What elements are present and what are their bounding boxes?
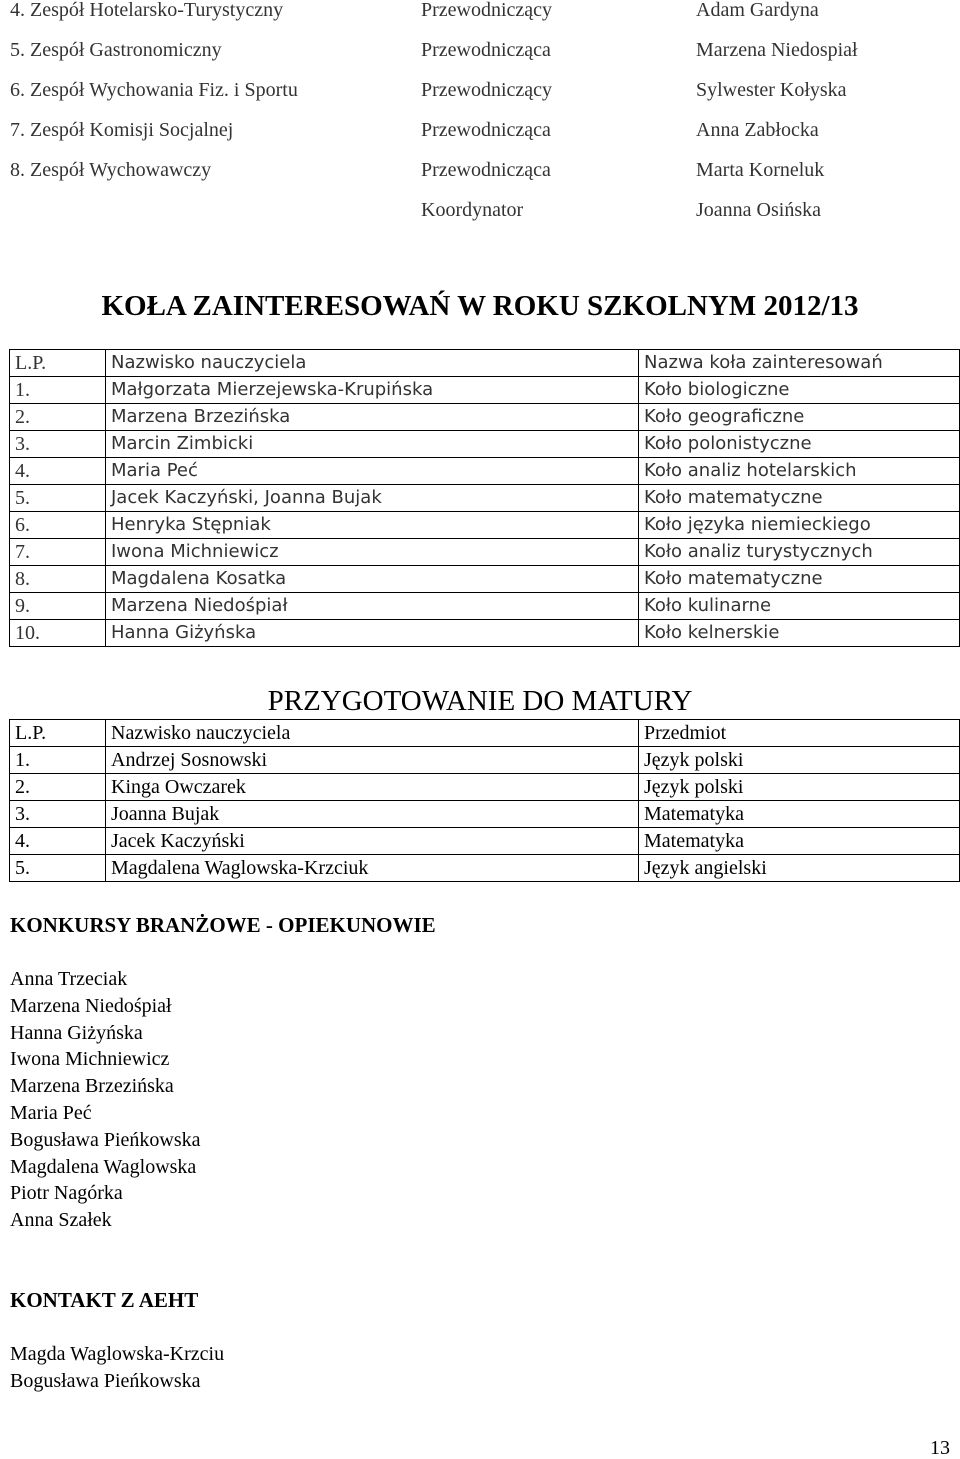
- list-item: Bogusława Pieńkowska: [10, 1369, 201, 1392]
- row-teacher: Marzena Brzezińska: [106, 404, 639, 431]
- table-header-row: [10, 350, 960, 377]
- list-item: Hanna Giżyńska: [10, 1021, 143, 1044]
- table-row: [10, 855, 960, 882]
- row-lp: 4.: [10, 828, 106, 855]
- row-teacher: Iwona Michniewicz: [106, 539, 639, 566]
- table-row: [10, 512, 960, 539]
- table-header-row: [10, 720, 960, 747]
- team-person: Joanna Osińska: [696, 199, 821, 221]
- list-item: Marzena Niedośpiał: [10, 994, 172, 1017]
- row-teacher: Marzena Niedośpiał: [106, 593, 639, 620]
- table-row: [10, 801, 960, 828]
- row-lp: 5.: [10, 485, 106, 512]
- row-lp: 4.: [10, 458, 106, 485]
- row-club: Koło języka niemieckiego: [639, 512, 960, 539]
- row-subject: Język polski: [639, 747, 960, 774]
- row-lp: 9.: [10, 593, 106, 620]
- matura-heading: PRZYGOTOWANIE DO MATURY: [267, 685, 693, 717]
- row-club: Koło geograficzne: [639, 404, 960, 431]
- row-club: Koło matematyczne: [639, 566, 960, 593]
- table-row: [10, 539, 960, 566]
- list-item: Iwona Michniewicz: [10, 1048, 170, 1071]
- table-row: [10, 774, 960, 801]
- row-teacher: Magdalena Kosatka: [106, 566, 639, 593]
- team-person: Sylwester Kołyska: [696, 79, 847, 101]
- header-teacher: Nazwisko nauczyciela: [106, 350, 639, 377]
- row-lp: 3.: [10, 431, 106, 458]
- team-row: [0, 197, 960, 223]
- row-lp: 2.: [10, 774, 106, 801]
- table-row: [10, 620, 960, 647]
- table-row: [10, 593, 960, 620]
- contact-list: [10, 1341, 224, 1395]
- row-teacher: Maria Peć: [106, 458, 639, 485]
- row-lp: 7.: [10, 539, 106, 566]
- team-row: [0, 117, 960, 143]
- row-lp: 3.: [10, 801, 106, 828]
- team-person: Anna Zabłocka: [696, 119, 819, 141]
- header-lp: L.P.: [10, 350, 106, 377]
- table-row: [10, 485, 960, 512]
- list-item: Anna Trzeciak: [10, 968, 128, 990]
- table-row: [10, 377, 960, 404]
- row-lp: 8.: [10, 566, 106, 593]
- header-lp: L.P.: [10, 720, 106, 747]
- header-subject: Przedmiot: [639, 720, 960, 747]
- row-teacher: Jacek Kaczyński: [106, 828, 639, 855]
- team-row: [0, 77, 960, 103]
- competitions-list: [10, 966, 201, 1234]
- row-teacher: Jacek Kaczyński, Joanna Bujak: [106, 485, 639, 512]
- row-club: Koło analiz hotelarskich: [639, 458, 960, 485]
- table-row: [10, 747, 960, 774]
- team-role: Przewodnicząca: [421, 119, 551, 141]
- row-club: Koło polonistyczne: [639, 431, 960, 458]
- list-item: Anna Szałek: [10, 1209, 112, 1232]
- team-role: Przewodnicząca: [421, 159, 551, 181]
- row-club: Koło kulinarne: [639, 593, 960, 620]
- team-row: [0, 157, 960, 183]
- table-row: [10, 458, 960, 485]
- row-club: Koło kelnerskie: [639, 620, 960, 647]
- team-role: Przewodnicząca: [421, 39, 551, 61]
- table-row: [10, 828, 960, 855]
- row-teacher: Kinga Owczarek: [106, 774, 639, 801]
- table-row: [10, 566, 960, 593]
- row-club: Koło matematyczne: [639, 485, 960, 512]
- row-lp: 1.: [10, 747, 106, 774]
- team-name: 8. Zespół Wychowawczy: [10, 159, 212, 181]
- contact-heading: KONTAKT Z AEHT: [10, 1288, 199, 1312]
- header-club: Nazwa koła zainteresowań: [639, 350, 960, 377]
- row-subject: Matematyka: [639, 828, 960, 855]
- team-name: 7. Zespół Komisji Socjalnej: [10, 119, 234, 141]
- team-role: Przewodniczący: [421, 79, 553, 101]
- row-subject: Matematyka: [639, 801, 960, 828]
- row-teacher: Andrzej Sosnowski: [106, 747, 639, 774]
- list-item: Magda Waglowska-Krzciu: [10, 1343, 225, 1365]
- row-lp: 1.: [10, 377, 106, 404]
- clubs-table: [9, 349, 960, 647]
- row-teacher: Marcin Zimbicki: [106, 431, 639, 458]
- clubs-heading: KOŁA ZAINTERESOWAŃ W ROKU SZKOLNYM 2012/13: [101, 290, 859, 322]
- team-row: [0, 0, 960, 23]
- competitions-heading: KONKURSY BRANŻOWE - OPIEKUNOWIE: [10, 913, 436, 937]
- row-teacher: Hanna Giżyńska: [106, 620, 639, 647]
- table-row: [10, 404, 960, 431]
- page-number: 13: [930, 1437, 950, 1459]
- row-teacher: Joanna Bujak: [106, 801, 639, 828]
- list-item: Piotr Nagórka: [10, 1182, 123, 1205]
- header-teacher: Nazwisko nauczyciela: [106, 720, 639, 747]
- row-teacher: Henryka Stępniak: [106, 512, 639, 539]
- row-lp: 5.: [10, 855, 106, 882]
- team-name: 6. Zespół Wychowania Fiz. i Sportu: [10, 79, 298, 101]
- team-person: Marta Korneluk: [696, 159, 825, 181]
- team-role: Przewodniczący: [421, 0, 553, 21]
- team-role: Koordynator: [421, 199, 524, 221]
- list-item: Magdalena Waglowska: [10, 1155, 197, 1178]
- table-row: [10, 431, 960, 458]
- row-subject: Język angielski: [639, 855, 960, 882]
- matura-table: [9, 719, 960, 882]
- team-name: 4. Zespół Hotelarsko-Turystyczny: [10, 0, 284, 21]
- row-lp: 2.: [10, 404, 106, 431]
- team-name: 5. Zespół Gastronomiczny: [10, 39, 222, 61]
- row-teacher: Małgorzata Mierzejewska-Krupińska: [106, 377, 639, 404]
- row-subject: Język polski: [639, 774, 960, 801]
- row-club: Koło biologiczne: [639, 377, 960, 404]
- row-lp: 6.: [10, 512, 106, 539]
- row-teacher: Magdalena Waglowska-Krzciuk: [106, 855, 639, 882]
- team-row: [0, 37, 960, 63]
- team-person: Adam Gardyna: [696, 0, 819, 21]
- list-item: Maria Peć: [10, 1101, 92, 1124]
- list-item: Marzena Brzezińska: [10, 1075, 174, 1098]
- row-club: Koło analiz turystycznych: [639, 539, 960, 566]
- list-item: Bogusława Pieńkowska: [10, 1128, 201, 1151]
- team-person: Marzena Niedospiał: [696, 39, 858, 61]
- row-lp: 10.: [10, 620, 106, 647]
